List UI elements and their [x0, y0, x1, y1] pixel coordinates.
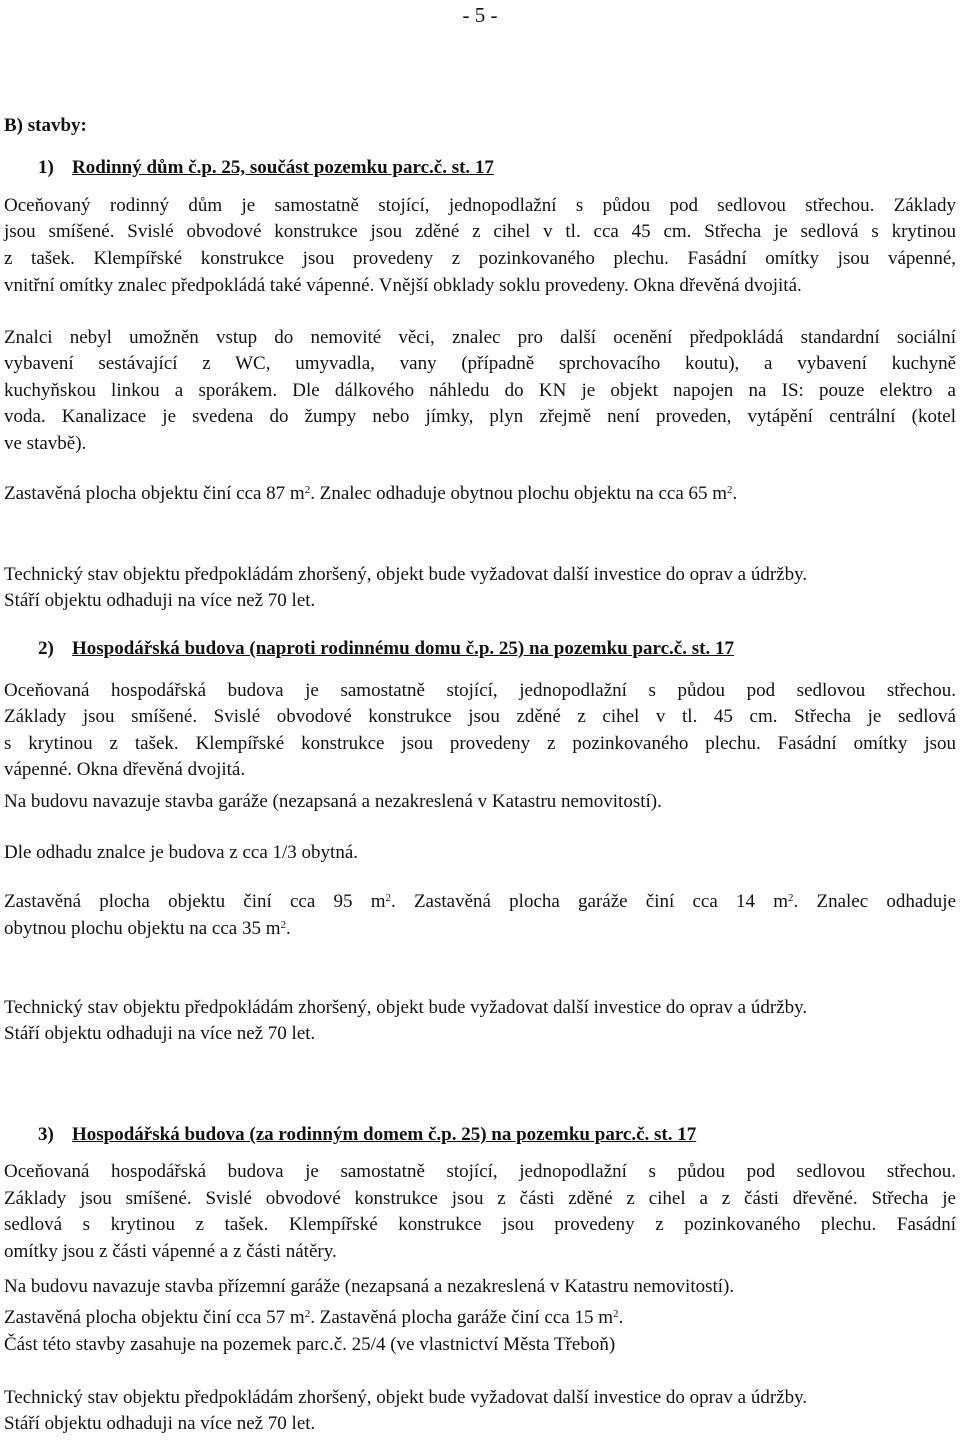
item-1-description-line: jsou smíšené. Svislé obvodové konstrukce jsou zděné z cihel v tl. cca 45 cm. Střecha je sedlová s krytinou: [4, 221, 956, 242]
item-2-area-sup: 2: [385, 892, 391, 904]
item-3-heading: [38, 1123, 696, 1147]
item-3-overlap-note: Část této stavby zasahuje na pozemek parc.č. 25/4 (ve vlastnictví Města Třeboň): [4, 1334, 616, 1355]
item-1-title: Rodinný dům č.p. 25, součást pozemku parc.č. st. 17: [72, 157, 494, 178]
item-1-description-line: Oceňovaný rodinný dům je samostatně stojící, jednopodlažní s půdou pod sedlovou střechou. Základy: [4, 195, 956, 216]
item-3-area-part: . Zastavěná plocha garáže činí cca 15 m: [310, 1307, 614, 1328]
item-1-condition-line: Stáří objektu odhaduji na více než 70 let.: [4, 590, 316, 611]
item-2-area-part: . Zastavěná plocha garáže činí cca 14 m: [390, 891, 788, 912]
item-3-area-text: [4, 1306, 956, 1330]
item-1-area-part: Zastavěná plocha objektu činí cca 87 m: [4, 483, 305, 504]
item-1-description-line: z tašek. Klempířské konstrukce jsou provedeny z pozinkovaného plechu. Fasádní omítky jsou vápenné,: [4, 248, 956, 269]
item-2-area-part: .: [286, 918, 291, 939]
item-2-description-line: vápenné. Okna dřevěná dvojitá.: [4, 759, 246, 780]
item-3-area-sup: 2: [304, 1308, 311, 1320]
item-2-garage-note: Na budovu navazuje stavba garáže (nezapsaná a nezakreslená v Katastru nemovitostí).: [4, 791, 662, 812]
item-2-area-text: [4, 890, 956, 914]
item-2-area-part: . Znalec odhaduje: [793, 891, 956, 912]
item-3-garage-note: Na budovu navazuje stavba přízemní garáže (nezapsaná a nezakreslená v Katastru nemovitostí).: [4, 1276, 735, 1297]
item-1-area-part: . Znalec odhaduje obytnou plochu objektu na cca 65 m: [310, 483, 728, 504]
item-1-access-note-line: ve stavbě).: [4, 433, 87, 454]
item-3-description-line: Základy jsou smíšené. Svislé obvodové konstrukce jsou z části zděné z cihel a z části dřevěné. Střecha je: [4, 1188, 956, 1209]
item-2-title: Hospodářská budova (naproti rodinnému domu č.p. 25) na pozemku parc.č. st. 17: [72, 638, 734, 659]
item-2-condition-line: Stáří objektu odhaduji na více než 70 let.: [4, 1023, 316, 1044]
item-3-description-line: Oceňovaná hospodářská budova je samostatně stojící, jednopodlažní s půdou pod sedlovou střechou.: [4, 1161, 956, 1182]
item-2-description-line: Základy jsou smíšené. Svislé obvodové konstrukce jsou zděné z cihel v tl. 45 cm. Střecha je sedlová: [4, 706, 956, 727]
item-1-number: 1): [38, 157, 54, 178]
item-3-condition-line: Stáří objektu odhaduji na více než 70 let.: [4, 1413, 316, 1434]
item-2-area-part: obytnou plochu objektu na cca 35 m: [4, 918, 281, 939]
item-3-area-sup: 2: [613, 1308, 619, 1320]
item-1-area-sup: 2: [304, 484, 311, 496]
item-1-access-note-line: kuchyňskou linkou a sporákem. Dle dálkového náhledu do KN je objekt napojen na IS: pouze elektro a: [4, 380, 956, 401]
item-2-condition-line: Technický stav objektu předpokládám zhoršený, objekt bude vyžadovat další investice do oprav a údržby.: [4, 997, 808, 1018]
item-2-description-line: Oceňovaná hospodářská budova je samostatně stojící, jednopodlažní s půdou pod sedlovou střechou.: [4, 680, 956, 701]
item-3-area-part: .: [618, 1307, 624, 1328]
item-1-area-text: [4, 482, 956, 506]
item-1-heading: [38, 156, 494, 180]
item-1-access-note-line: voda. Kanalizace je svedena do žumpy nebo jímky, plyn zřejmě není proveden, vytápění centrální (kotel: [4, 406, 956, 427]
item-2-area-sup: 2: [280, 919, 286, 931]
item-2-estimate-note: Dle odhadu znalce je budova z cca 1/3 obytná.: [4, 842, 358, 863]
item-2-area-text-cont: [4, 917, 956, 941]
item-2-number: 2): [38, 638, 54, 659]
item-3-description-line: sedlová s krytinou z tašek. Klempířské konstrukce jsou provedeny z pozinkovaného plechu. Fasádní: [4, 1214, 956, 1235]
item-1-area-part: .: [732, 483, 738, 504]
item-2-heading: [38, 637, 734, 661]
item-1-area-sup: 2: [727, 484, 733, 496]
item-1-access-note-line: Znalci nebyl umožněn vstup do nemovité věci, znalec pro další ocenění předpokládá standardní sociální: [4, 327, 956, 348]
item-3-condition-line: Technický stav objektu předpokládám zhoršený, objekt bude vyžadovat další investice do oprav a údržby.: [4, 1387, 808, 1408]
item-3-title: Hospodářská budova (za rodinným domem č.p. 25) na pozemku parc.č. st. 17: [72, 1124, 697, 1145]
item-1-description-line: vnitřní omítky znalec předpokládá také vápenné. Vnější obklady soklu provedeny. Okna dřevěná dvojitá.: [4, 275, 802, 296]
item-1-condition-line: Technický stav objektu předpokládám zhoršený, objekt bude vyžadovat další investice do oprav a údržby.: [4, 564, 808, 585]
item-3-area-part: Zastavěná plocha objektu činí cca 57 m: [4, 1307, 305, 1328]
item-3-number: 3): [38, 1124, 54, 1145]
item-2-description-line: s krytinou z tašek. Klempířské konstrukce jsou provedeny z pozinkovaného plechu. Fasádní omítky jsou: [4, 733, 956, 754]
page-number: - 5 -: [462, 3, 498, 27]
item-2-area-part: Zastavěná plocha objektu činí cca 95 m: [4, 891, 386, 912]
item-2-area-sup: 2: [788, 892, 794, 904]
item-1-access-note-line: vybavení sestávající z WC, umyvadla, vany (případně sprchovacího koutu), a vybavení kuchyně: [4, 353, 956, 374]
section-heading: B) stavby:: [4, 115, 87, 136]
item-3-description-line: omítky jsou z části vápenné a z části nátěry.: [4, 1241, 337, 1262]
